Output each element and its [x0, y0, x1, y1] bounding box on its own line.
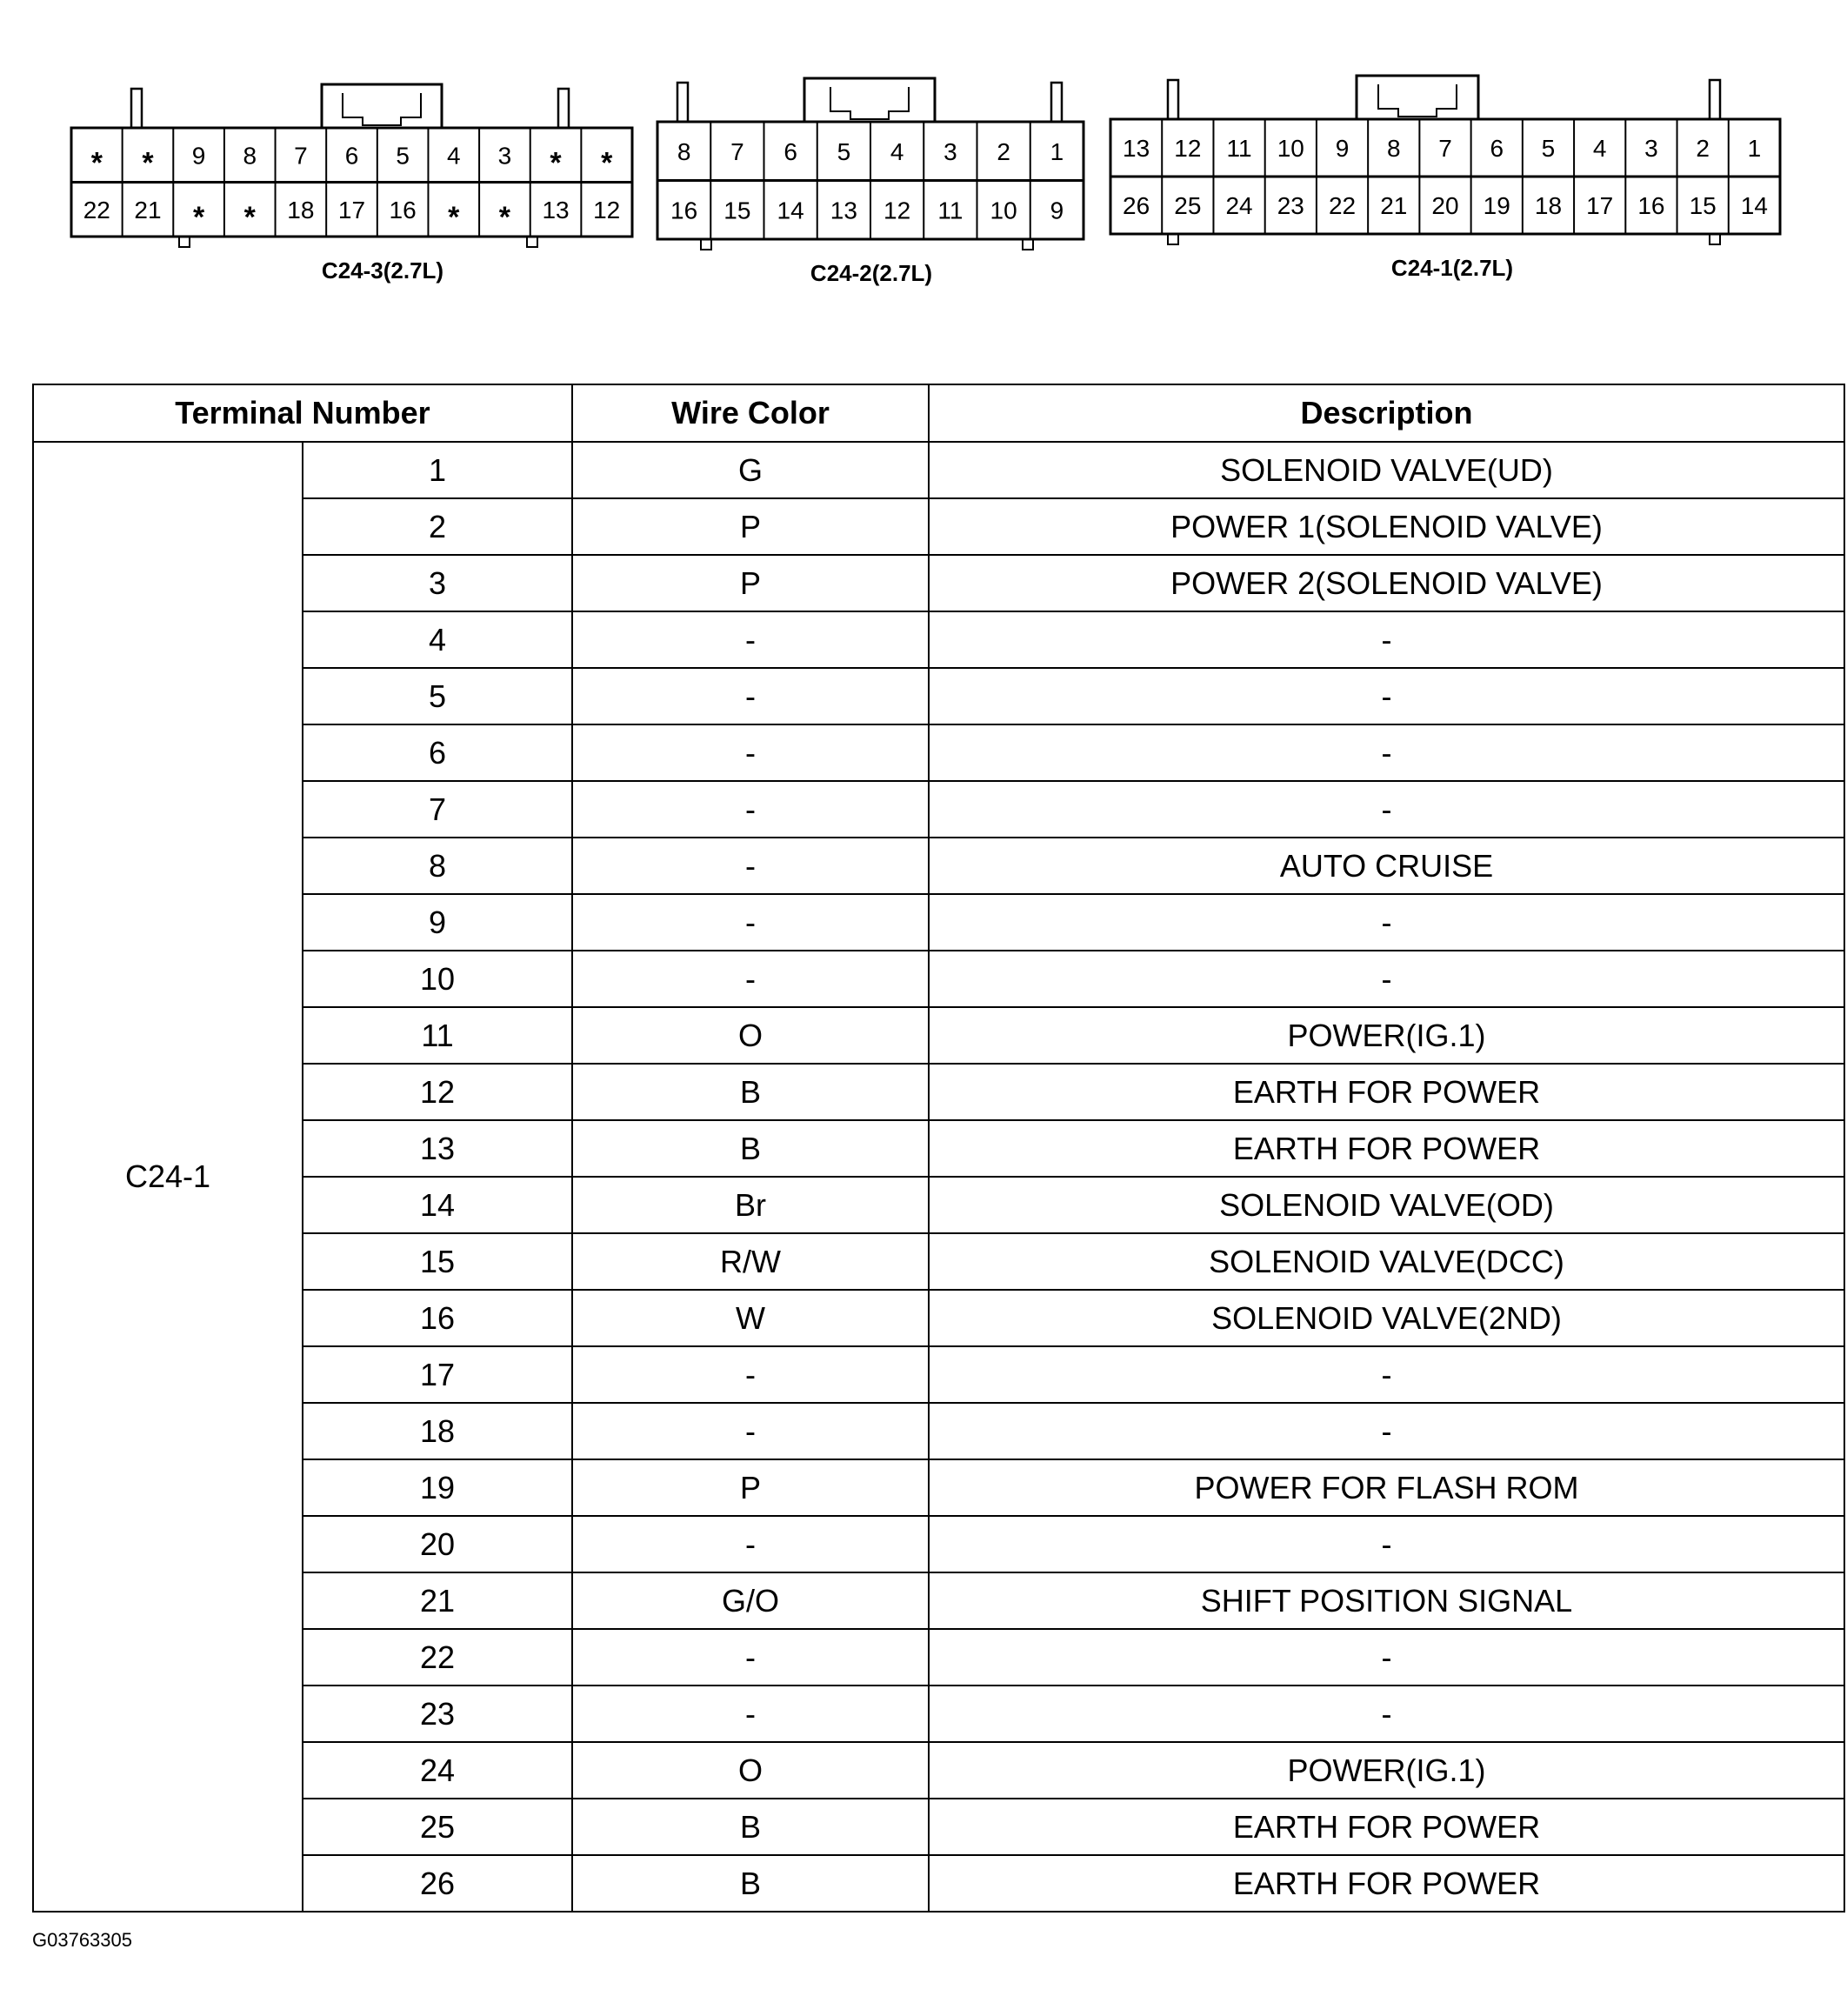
connector-pin-label: 7 — [294, 142, 308, 170]
description-cell: - — [929, 1629, 1844, 1686]
description-cell: POWER(IG.1) — [929, 1742, 1844, 1799]
terminal-number-cell: 1 — [303, 442, 572, 498]
connector-pin-label: 16 — [670, 197, 698, 224]
connector-diagrams — [0, 0, 1847, 313]
connector-key-hood — [804, 78, 935, 122]
connector-pin-label: * — [448, 200, 460, 234]
description-cell: - — [929, 781, 1844, 838]
description-cell: - — [929, 1403, 1844, 1459]
terminal-number-cell: 5 — [303, 668, 572, 724]
description-cell: POWER 1(SOLENOID VALVE) — [929, 498, 1844, 555]
figure-id: G03763305 — [32, 1929, 132, 1951]
wire-color-cell: B — [572, 1064, 929, 1120]
connector-pin-label: 19 — [1483, 192, 1510, 219]
terminal-number-cell: 20 — [303, 1516, 572, 1572]
connector-pin-label: 23 — [1277, 192, 1304, 219]
description-cell: - — [929, 1346, 1844, 1403]
wire-color-cell: - — [572, 838, 929, 894]
table-row — [33, 1799, 1844, 1855]
description-cell: POWER(IG.1) — [929, 1007, 1844, 1064]
connector-pin-label: 21 — [134, 196, 162, 224]
description-cell: - — [929, 951, 1844, 1007]
connector-pin-label: * — [550, 146, 562, 180]
table-row — [33, 1516, 1844, 1572]
connector-pin-label: 14 — [1740, 192, 1768, 219]
terminal-number-cell: 9 — [303, 894, 572, 951]
connector-pin-label: 20 — [1431, 192, 1459, 219]
wire-color-cell: Br — [572, 1177, 929, 1233]
terminal-number-cell: 13 — [303, 1120, 572, 1177]
wire-color-cell: - — [572, 1629, 929, 1686]
connector-pin-label: * — [142, 146, 154, 180]
connector-pin-label: 3 — [944, 137, 957, 165]
terminal-number-cell: 23 — [303, 1686, 572, 1742]
terminal-number-cell: 25 — [303, 1799, 572, 1855]
table-row — [33, 1686, 1844, 1742]
table-row — [33, 442, 1844, 498]
wire-color-cell: - — [572, 1516, 929, 1572]
connector-key-slot — [830, 87, 909, 119]
wire-color-cell: - — [572, 668, 929, 724]
wire-color-cell: - — [572, 611, 929, 668]
terminal-number-cell: 18 — [303, 1403, 572, 1459]
table-row — [33, 894, 1844, 951]
connector-pin-label: 4 — [446, 142, 461, 170]
wire-color-cell: - — [572, 724, 929, 781]
wire-color-cell: - — [572, 951, 929, 1007]
connector-pin-label: 4 — [1592, 135, 1607, 162]
connector-latch — [131, 89, 142, 128]
terminal-number-cell: 17 — [303, 1346, 572, 1403]
description-cell: - — [929, 611, 1844, 668]
terminal-number-cell: 14 — [303, 1177, 572, 1233]
connector-latch — [677, 83, 688, 122]
connector-pin-label: 3 — [1644, 135, 1658, 162]
connector-pin-label: 22 — [83, 196, 110, 224]
terminal-number-cell: 3 — [303, 555, 572, 611]
connector-pin-label: 5 — [396, 142, 410, 170]
wire-color-cell: B — [572, 1855, 929, 1912]
connector-pin-label: 15 — [1689, 192, 1717, 219]
connector-pin-label: 8 — [677, 137, 691, 165]
terminal-table — [32, 384, 1845, 1913]
connector-pin-label: 1 — [1050, 137, 1064, 165]
table-row — [33, 498, 1844, 555]
terminal-number-cell: 10 — [303, 951, 572, 1007]
table-row — [33, 724, 1844, 781]
connector-pin-label: 11 — [937, 197, 964, 224]
connector-pin-label: 6 — [783, 137, 797, 165]
description-cell: POWER FOR FLASH ROM — [929, 1459, 1844, 1516]
description-cell: - — [929, 668, 1844, 724]
connector-key-slot — [343, 93, 421, 125]
connector-pin-label: 9 — [1050, 197, 1064, 224]
wire-color-cell: G — [572, 442, 929, 498]
connector-pin-label: 18 — [287, 196, 315, 224]
terminal-number-cell: 11 — [303, 1007, 572, 1064]
connector-pin-label: 12 — [593, 196, 621, 224]
table-row — [33, 1120, 1844, 1177]
connector-pin-label: 4 — [890, 137, 904, 165]
terminal-number-cell: 4 — [303, 611, 572, 668]
connector-pin-label: 12 — [1174, 135, 1202, 162]
table-row — [33, 781, 1844, 838]
connector-key-hood — [1357, 76, 1478, 119]
table-row — [33, 1459, 1844, 1516]
header-description: Description — [929, 384, 1844, 442]
terminal-number-cell: 26 — [303, 1855, 572, 1912]
connector-pin-label: * — [498, 200, 511, 234]
connector-pin-label: 11 — [1226, 135, 1252, 162]
table-row — [33, 1290, 1844, 1346]
wire-color-cell: B — [572, 1799, 929, 1855]
connector-pin-label: 17 — [1586, 192, 1614, 219]
table-header-row — [33, 384, 1844, 442]
connector-pin-label: 7 — [1438, 135, 1452, 162]
connector-pin-label: 14 — [777, 197, 804, 224]
table-row — [33, 1403, 1844, 1459]
connector-pin-label: * — [601, 146, 613, 180]
wire-color-cell: - — [572, 1403, 929, 1459]
connector-pin-label: 5 — [837, 137, 851, 165]
connector-nub — [527, 237, 537, 247]
terminal-number-cell: 7 — [303, 781, 572, 838]
wire-color-cell: B — [572, 1120, 929, 1177]
connector-key-hood — [322, 84, 442, 128]
connector-pin-label: 26 — [1123, 192, 1150, 219]
connector-pin-label: * — [243, 200, 256, 234]
connector-latch — [558, 89, 569, 128]
table-row — [33, 1064, 1844, 1120]
description-cell: EARTH FOR POWER — [929, 1120, 1844, 1177]
connector-pin-label: 24 — [1225, 192, 1253, 219]
connector-pin-label: 13 — [1123, 135, 1150, 162]
wire-color-cell: P — [572, 555, 929, 611]
wire-color-cell: O — [572, 1742, 929, 1799]
connector-pin-label: 25 — [1174, 192, 1202, 219]
table-row — [33, 1007, 1844, 1064]
description-cell: AUTO CRUISE — [929, 838, 1844, 894]
connector-pin-label: 7 — [730, 137, 744, 165]
description-cell: EARTH FOR POWER — [929, 1799, 1844, 1855]
connector-nub — [701, 239, 711, 250]
table-row — [33, 951, 1844, 1007]
connector-key-slot — [1378, 84, 1457, 117]
connector-caption: C24-1(2.7L) — [1390, 255, 1514, 281]
connector-pin-label: 9 — [1335, 135, 1350, 162]
description-cell: - — [929, 1516, 1844, 1572]
connector-pin-label: 18 — [1534, 192, 1563, 219]
description-cell: SOLENOID VALVE(DCC) — [929, 1233, 1844, 1290]
terminal-number-cell: 6 — [303, 724, 572, 781]
connector-pin-label: 8 — [243, 142, 257, 170]
table-row — [33, 555, 1844, 611]
table-row — [33, 611, 1844, 668]
terminal-number-cell: 24 — [303, 1742, 572, 1799]
connector-pin-label: 6 — [1490, 135, 1504, 162]
connector-pin-label: 2 — [997, 137, 1010, 165]
connector-pin-label: 5 — [1541, 135, 1556, 162]
table-row — [33, 668, 1844, 724]
table-row — [33, 1346, 1844, 1403]
connector-pin-label: * — [90, 146, 103, 180]
wire-color-cell: - — [572, 894, 929, 951]
connector-pin-label: 10 — [1277, 135, 1304, 162]
table-row — [33, 1233, 1844, 1290]
connector-caption: C24-3(2.7L) — [321, 257, 444, 284]
wire-color-cell: - — [572, 781, 929, 838]
connector-nub — [179, 237, 190, 247]
connector-nub — [1023, 239, 1033, 250]
connector-pin-label: * — [192, 200, 205, 234]
connector-group-label: C24-1 — [33, 442, 303, 1912]
connector-nub — [1168, 234, 1178, 244]
connector-pin-label: 15 — [723, 197, 751, 224]
connector-pin-label: 9 — [191, 142, 206, 170]
header-terminal-number: Terminal Number — [33, 384, 572, 442]
connector-pin-label: 13 — [830, 197, 857, 224]
connector-caption: C24-2(2.7L) — [810, 260, 933, 286]
terminal-number-cell: 16 — [303, 1290, 572, 1346]
description-cell: EARTH FOR POWER — [929, 1064, 1844, 1120]
terminal-number-cell: 21 — [303, 1572, 572, 1629]
connector-latch — [1051, 83, 1062, 122]
terminal-number-cell: 22 — [303, 1629, 572, 1686]
table-row — [33, 838, 1844, 894]
description-cell: - — [929, 894, 1844, 951]
connector-pin-label: 1 — [1747, 135, 1762, 162]
table-row — [33, 1177, 1844, 1233]
terminal-number-cell: 12 — [303, 1064, 572, 1120]
description-cell: EARTH FOR POWER — [929, 1855, 1844, 1912]
terminal-number-cell: 8 — [303, 838, 572, 894]
wire-color-cell: R/W — [572, 1233, 929, 1290]
connector-latch — [1710, 80, 1720, 119]
connector-pin-label: 10 — [990, 197, 1017, 224]
table-row — [33, 1572, 1844, 1629]
description-cell: - — [929, 1686, 1844, 1742]
connector-pin-label: 16 — [1637, 192, 1665, 219]
terminal-number-cell: 15 — [303, 1233, 572, 1290]
wire-color-cell: G/O — [572, 1572, 929, 1629]
connector-pin-label: 22 — [1328, 192, 1357, 219]
description-cell: SOLENOID VALVE(UD) — [929, 442, 1844, 498]
connector-pin-label: 8 — [1386, 135, 1401, 162]
connector-pin-label: 13 — [542, 196, 570, 224]
connector-pin-label: 17 — [337, 196, 366, 224]
wire-color-cell: P — [572, 1459, 929, 1516]
terminal-number-cell: 2 — [303, 498, 572, 555]
table-row — [33, 1855, 1844, 1912]
description-cell: POWER 2(SOLENOID VALVE) — [929, 555, 1844, 611]
table-row — [33, 1742, 1844, 1799]
description-cell: - — [929, 724, 1844, 781]
connector-pin-label: 12 — [883, 197, 911, 224]
description-cell: SOLENOID VALVE(2ND) — [929, 1290, 1844, 1346]
connector-pin-label: 3 — [497, 142, 512, 170]
header-wire-color: Wire Color — [572, 384, 929, 442]
description-cell: SHIFT POSITION SIGNAL — [929, 1572, 1844, 1629]
connector-pin-label: 6 — [344, 142, 359, 170]
wire-color-cell: - — [572, 1686, 929, 1742]
wire-color-cell: O — [572, 1007, 929, 1064]
wire-color-cell: W — [572, 1290, 929, 1346]
terminal-number-cell: 19 — [303, 1459, 572, 1516]
connector-nub — [1710, 234, 1720, 244]
connector-pin-label: 16 — [389, 196, 417, 224]
wire-color-cell: P — [572, 498, 929, 555]
wire-color-cell: - — [572, 1346, 929, 1403]
connector-latch — [1168, 80, 1178, 119]
description-cell: SOLENOID VALVE(OD) — [929, 1177, 1844, 1233]
connector-pin-label: 21 — [1380, 192, 1408, 219]
table-row — [33, 1629, 1844, 1686]
connector-pin-label: 2 — [1696, 135, 1710, 162]
